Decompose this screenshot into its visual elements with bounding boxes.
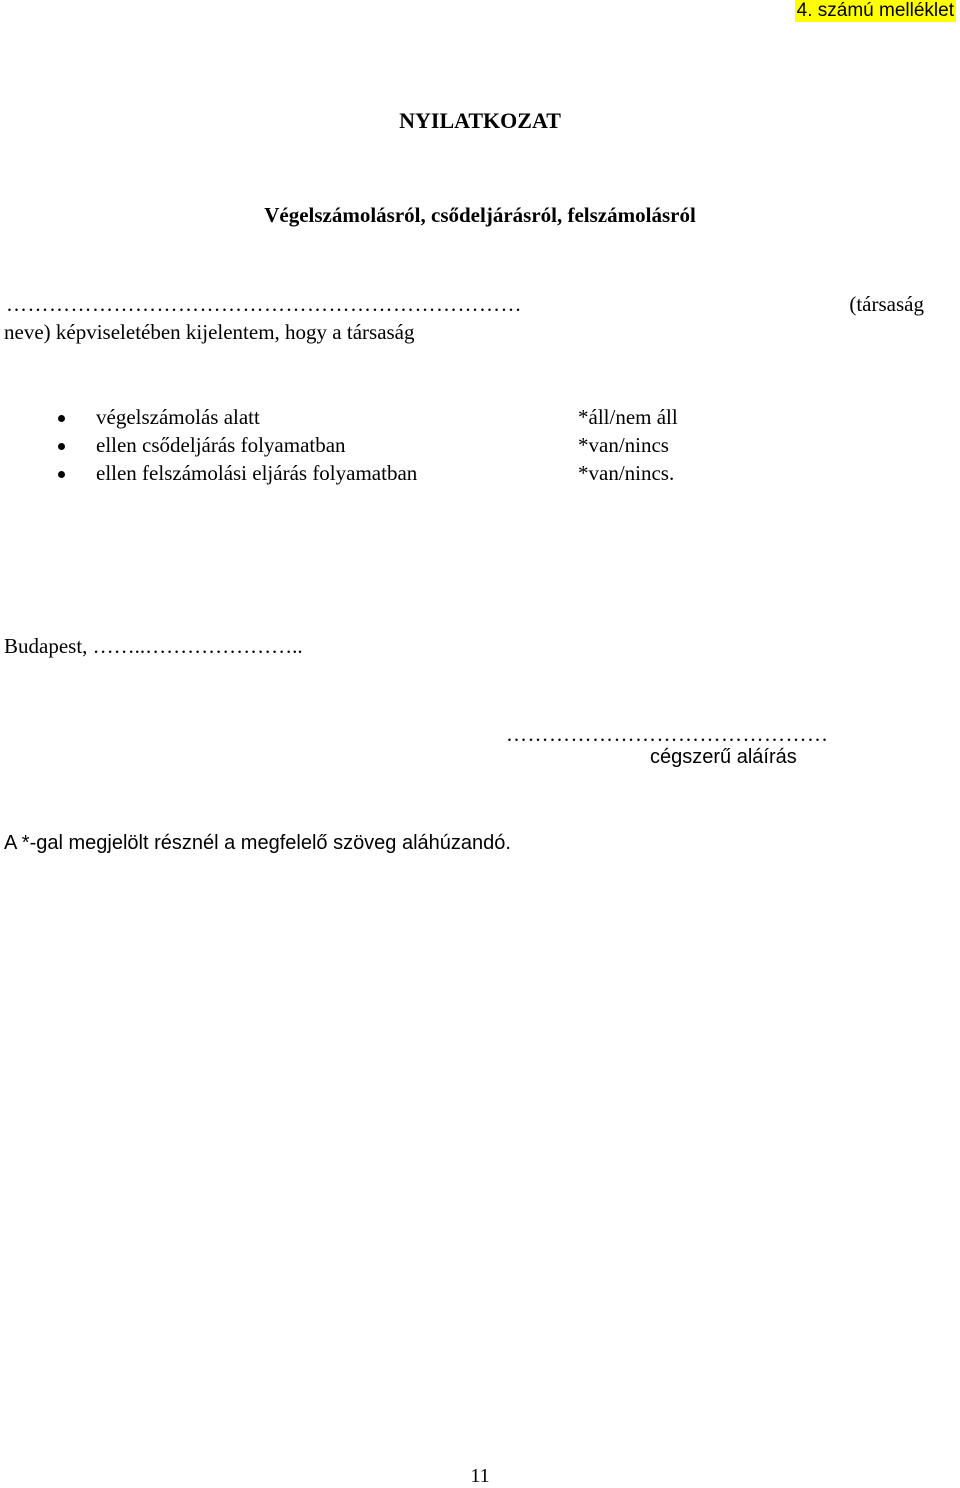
page-number: 11 bbox=[470, 1465, 490, 1487]
bullet-icon bbox=[58, 415, 65, 422]
annex-label: 4. számú melléklet bbox=[796, 0, 954, 21]
document-title: NYILATKOZAT bbox=[399, 108, 561, 133]
footnote: A *-gal megjelölt résznél a megfelelő szöveg aláhúzandó. bbox=[4, 832, 511, 854]
item-text: ellen csődeljárás folyamatban bbox=[96, 433, 346, 457]
item-value: *van/nincs. bbox=[578, 461, 675, 485]
bullet-icon bbox=[58, 443, 65, 450]
signature-label: cégszerű aláírás bbox=[650, 746, 797, 768]
document-subtitle: Végelszámolásról, csődeljárásról, felszámolásról bbox=[264, 203, 696, 227]
item-text: végelszámolás alatt bbox=[96, 405, 260, 429]
item-value: *van/nincs bbox=[578, 433, 669, 457]
place-date-line: Budapest, ……..………………….. bbox=[4, 634, 303, 658]
item-text: ellen felszámolási eljárás folyamatban bbox=[96, 461, 418, 485]
item-value: *áll/nem áll bbox=[578, 405, 678, 429]
bullet-icon bbox=[58, 471, 65, 478]
company-name-suffix: (társaság bbox=[849, 292, 924, 316]
signature-blank: ……………………………………… bbox=[506, 722, 829, 746]
company-name-blank: ……………………………………………………………… bbox=[6, 292, 522, 316]
intro-statement: neve) képviseletében kijelentem, hogy a társaság bbox=[4, 320, 415, 344]
